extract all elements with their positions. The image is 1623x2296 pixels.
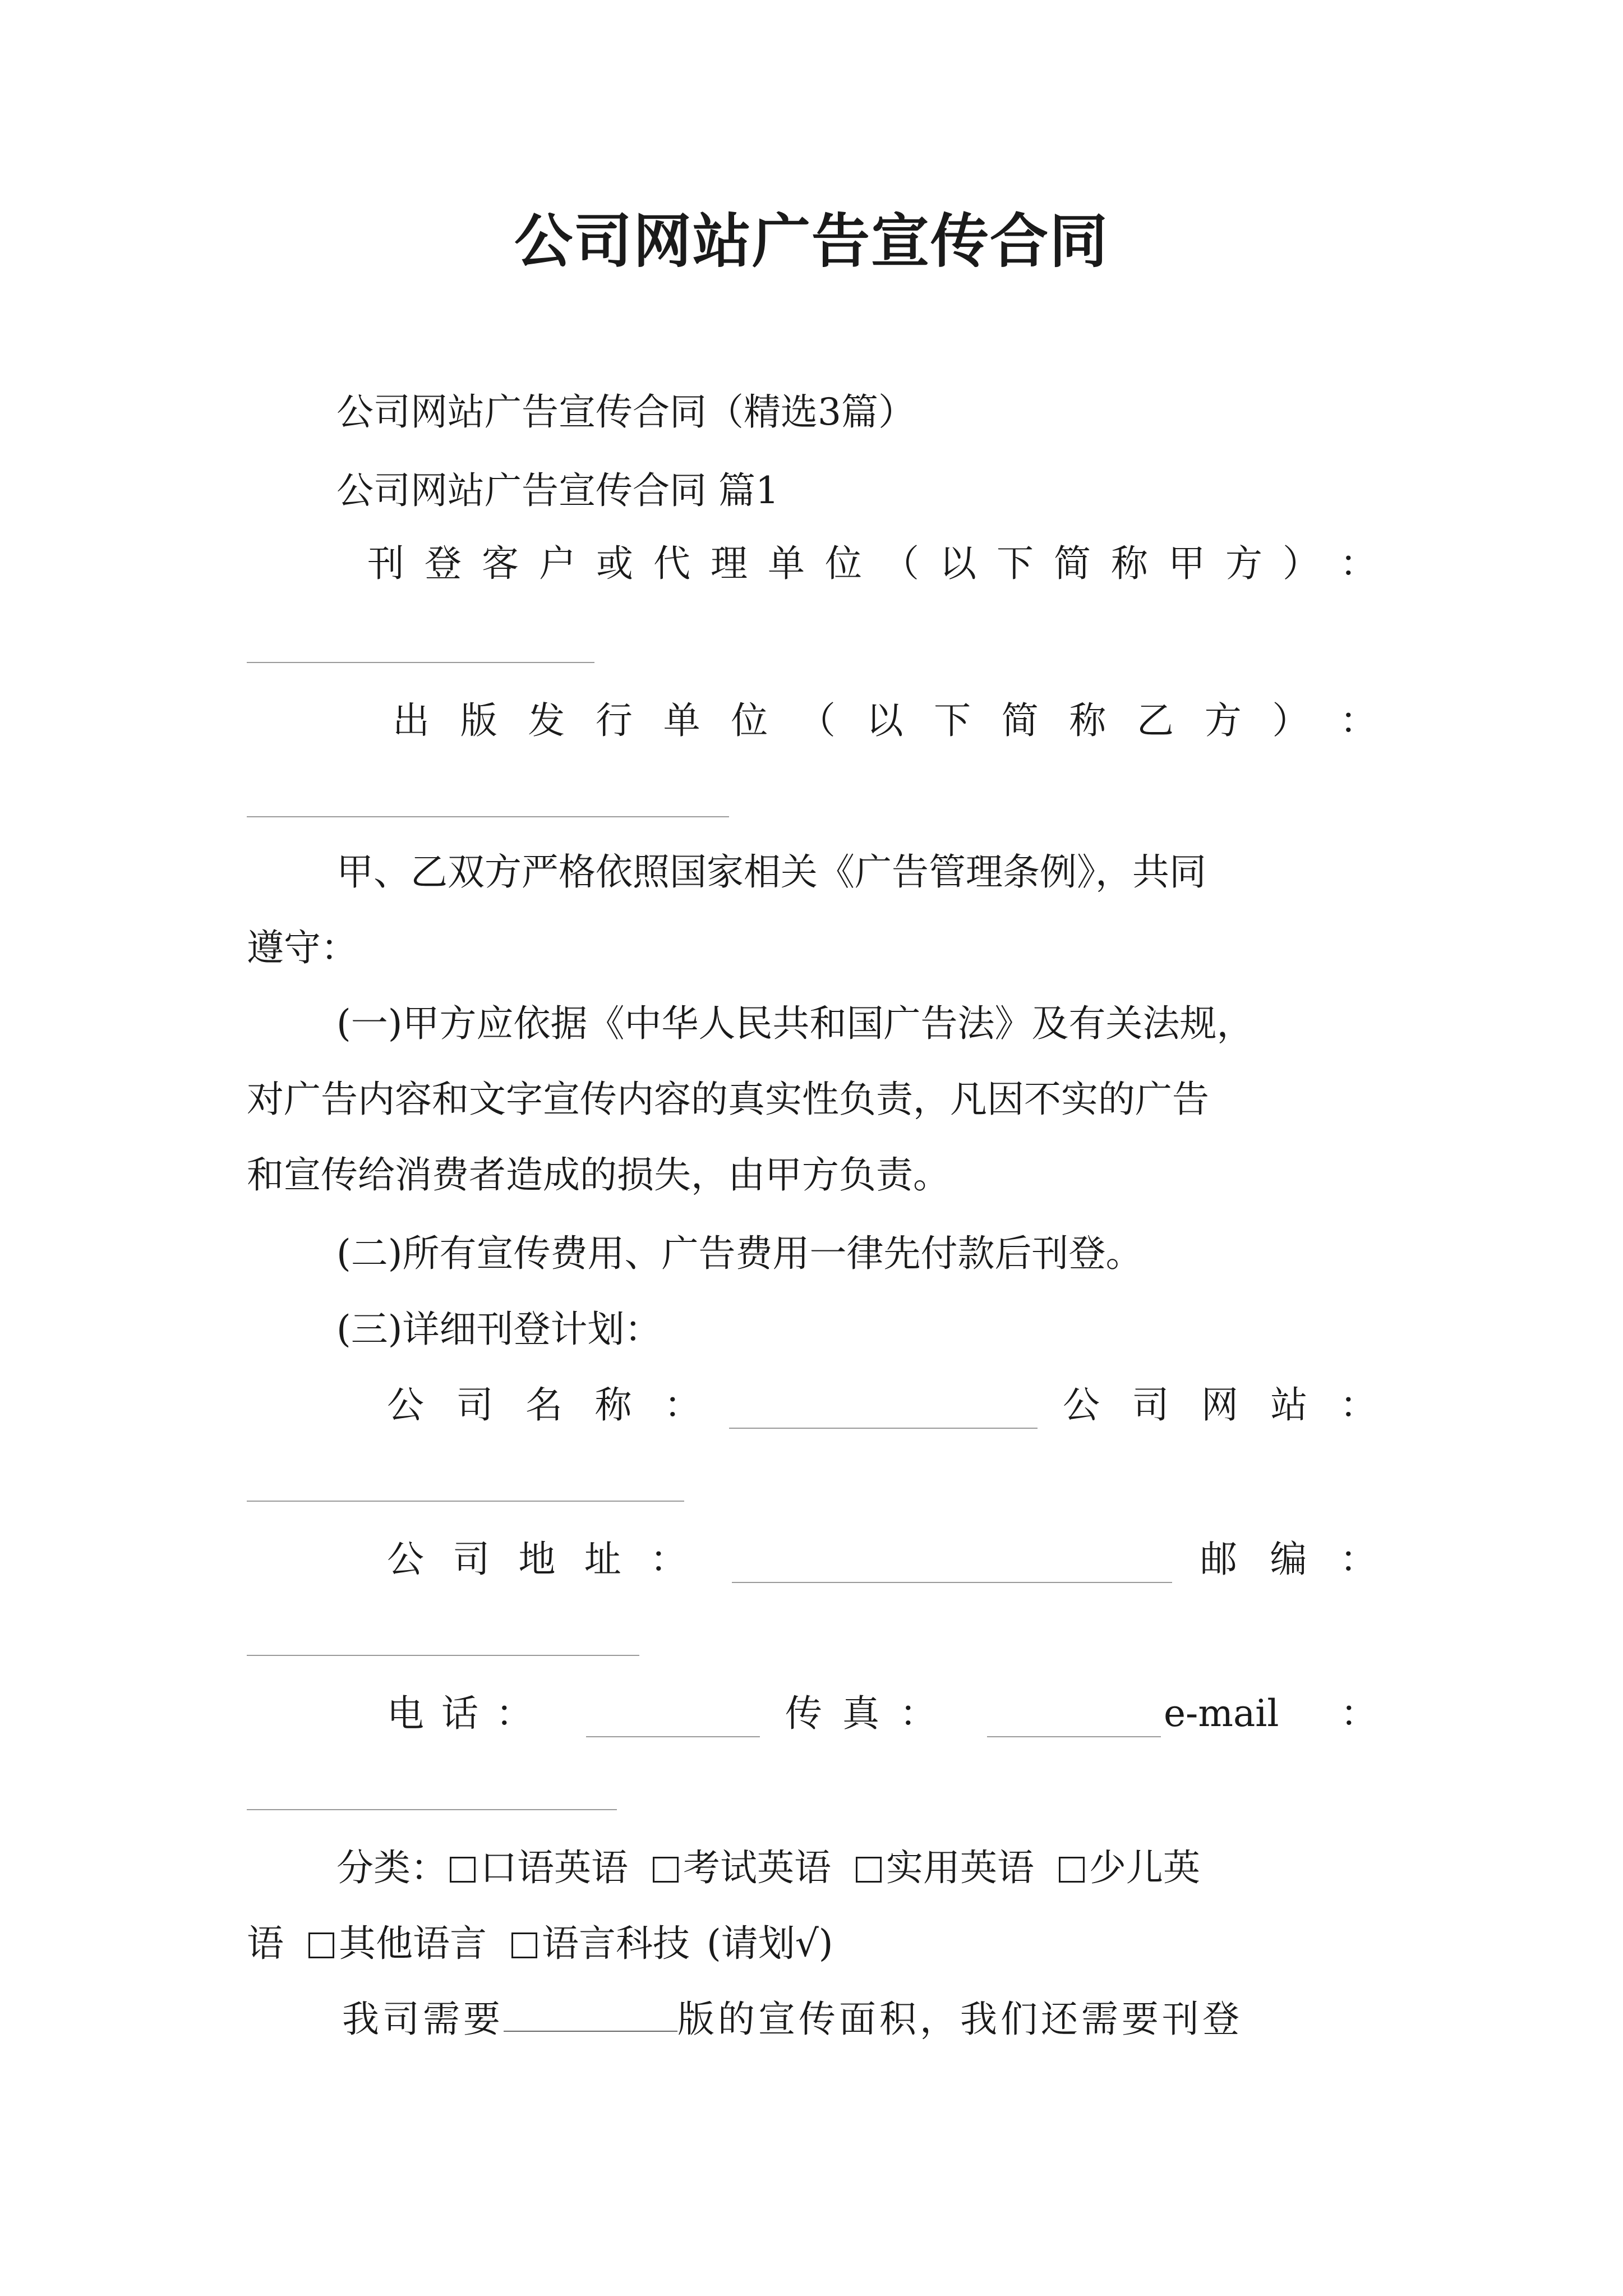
category-exam-english: 考试英语: [683, 1846, 831, 1889]
party-a-label-char: 刊: [367, 542, 404, 585]
company-website-label-char: 站: [1270, 1383, 1308, 1427]
company-name-label-char: 司: [456, 1383, 494, 1427]
postcode-blank[interactable]: [247, 1655, 639, 1656]
party-b-label-char: 乙: [1137, 699, 1174, 742]
company-website-label: [1063, 1380, 1377, 1430]
party-a-label-char: 简: [1054, 542, 1091, 585]
party-b-label-char: 出: [393, 699, 430, 742]
party-a-label-char: 代: [653, 542, 690, 585]
party-b-label-char: 发: [528, 699, 565, 742]
phone-label-char: 电: [387, 1692, 424, 1735]
company-website-label-char: 公: [1063, 1383, 1100, 1427]
party-a-label-char: 称: [1111, 542, 1148, 585]
party-b-blank: [247, 816, 729, 817]
fax-blank[interactable]: [987, 1736, 1161, 1737]
party-b-label: [393, 696, 1377, 746]
phone-blank[interactable]: [586, 1736, 760, 1737]
party-a-label-char: 登: [425, 542, 462, 585]
category-practical-english: 实用英语: [886, 1846, 1034, 1889]
party-a-label: [367, 539, 1377, 589]
category-spoken-english: 口语英语: [480, 1846, 628, 1889]
need-suffix: 版的宣传面积，我们还需要刊登: [677, 1998, 1243, 2041]
party-b-label-char: ）: [1272, 699, 1310, 742]
category-kids-english: 少儿英: [1089, 1846, 1200, 1889]
company-address-label: [387, 1534, 687, 1585]
compliance-text-line2: 遵守：: [247, 926, 358, 969]
company-website-label-char: 司: [1132, 1383, 1169, 1427]
party-a-label-char: ）: [1283, 542, 1320, 585]
checkbox-kids-english[interactable]: [1059, 1857, 1085, 1883]
party-a-label-char: 下: [997, 542, 1034, 585]
party-b-label-char: 下: [934, 699, 971, 742]
email-blank[interactable]: [247, 1809, 617, 1810]
clause-1-line1: (一)甲方应依据《中华人民共和国广告法》及有关法规，: [336, 1002, 1254, 1045]
postcode-label-char: ：: [1340, 1538, 1377, 1581]
email-label: e-mail: [1164, 1692, 1279, 1735]
company-address-label-char: ：: [650, 1538, 687, 1581]
checkbox-other-languages[interactable]: [308, 1932, 334, 1958]
section-heading: 公司网站广告宣传合同 篇1: [336, 469, 779, 512]
company-name-label-char: 称: [594, 1383, 632, 1427]
company-name-label: [387, 1380, 701, 1430]
need-size-blank[interactable]: [504, 1996, 677, 2032]
document-title: 公司网站广告宣传合同: [514, 206, 1109, 275]
company-website-label-char: ：: [1340, 1383, 1377, 1427]
company-address-label-char: 司: [453, 1538, 490, 1581]
category-other-languages: 其他语言: [339, 1922, 487, 1965]
category-label: 分类：: [336, 1846, 448, 1889]
company-name-blank[interactable]: [729, 1428, 1038, 1429]
fax-label: [785, 1688, 937, 1739]
fax-label-char: ：: [900, 1692, 937, 1735]
category-line1: [336, 1843, 1200, 1893]
party-a-label-char: 位: [825, 542, 862, 585]
clause-1-line3: 和宣传给消费者造成的损失，由甲方负责。: [247, 1153, 950, 1197]
company-address-label-char: 地: [518, 1538, 556, 1581]
category-language-tech: 语言科技: [542, 1922, 690, 1965]
need-prefix: 我司需要: [342, 1998, 504, 2041]
party-a-label-char: 甲: [1168, 542, 1205, 585]
party-b-label-char: 单: [663, 699, 700, 742]
document-subtitle: 公司网站广告宣传合同（精选3篇）: [336, 390, 915, 434]
party-a-label-char: ：: [1340, 542, 1377, 585]
checkbox-exam-english[interactable]: [653, 1857, 679, 1883]
company-website-blank[interactable]: [247, 1501, 684, 1502]
postcode-label-char: 邮: [1200, 1538, 1237, 1581]
clause-2: (二)所有宣传费用、广告费用一律先付款后刊登。: [336, 1232, 1143, 1275]
company-address-blank[interactable]: [732, 1582, 1172, 1583]
party-a-label-char: 或: [596, 542, 633, 585]
need-line: [342, 1994, 1243, 2045]
phone-label-char: 话: [441, 1692, 478, 1735]
party-a-blank: [247, 662, 594, 663]
company-address-label-char: 址: [584, 1538, 621, 1581]
clause-3: (三)详细刊登计划：: [336, 1308, 662, 1351]
party-a-label-char: 单: [768, 542, 805, 585]
party-b-label-char: 以: [866, 699, 903, 742]
checkbox-practical-english[interactable]: [856, 1857, 882, 1883]
clause-1-line2: 对广告内容和文字宣传内容的真实性负责，凡因不实的广告: [247, 1078, 1209, 1121]
party-b-label-char: ：: [1339, 699, 1377, 742]
category-note: (请划√): [707, 1922, 833, 1965]
party-a-label-char: （: [882, 542, 919, 585]
party-b-label-char: 位: [731, 699, 768, 742]
party-a-label-char: 客: [482, 542, 519, 585]
party-a-label-char: 户: [539, 542, 576, 585]
party-b-label-char: 版: [460, 699, 497, 742]
phone-label-char: ：: [496, 1692, 533, 1735]
fax-label-char: 真: [842, 1692, 879, 1735]
party-b-label-char: （: [798, 699, 836, 742]
email-colon: ：: [1340, 1692, 1377, 1735]
checkbox-spoken-english[interactable]: [450, 1857, 476, 1883]
company-address-label-char: 公: [387, 1538, 424, 1581]
party-a-label-char: 以: [939, 542, 976, 585]
fax-label-char: 传: [785, 1692, 822, 1735]
party-a-label-char: 理: [711, 542, 748, 585]
party-b-label-char: 称: [1069, 699, 1106, 742]
company-website-label-char: 网: [1201, 1383, 1238, 1427]
category-kids-english-end: 语: [247, 1922, 284, 1965]
party-b-label-char: 行: [595, 699, 633, 742]
company-name-label-char: ：: [664, 1383, 701, 1427]
postcode-label: [1200, 1534, 1377, 1585]
postcode-label-char: 编: [1270, 1538, 1307, 1581]
checkbox-language-tech[interactable]: [511, 1932, 537, 1958]
party-b-label-char: 简: [1001, 699, 1039, 742]
party-a-label-char: 方: [1225, 542, 1262, 585]
category-line2: [247, 1918, 833, 1969]
company-name-label-char: 公: [387, 1383, 424, 1427]
company-name-label-char: 名: [525, 1383, 562, 1427]
phone-label: [387, 1688, 533, 1739]
compliance-text-line1: 甲、乙双方严格依照国家相关《广告管理条例》，共同: [336, 850, 1206, 894]
party-b-label-char: 方: [1204, 699, 1242, 742]
